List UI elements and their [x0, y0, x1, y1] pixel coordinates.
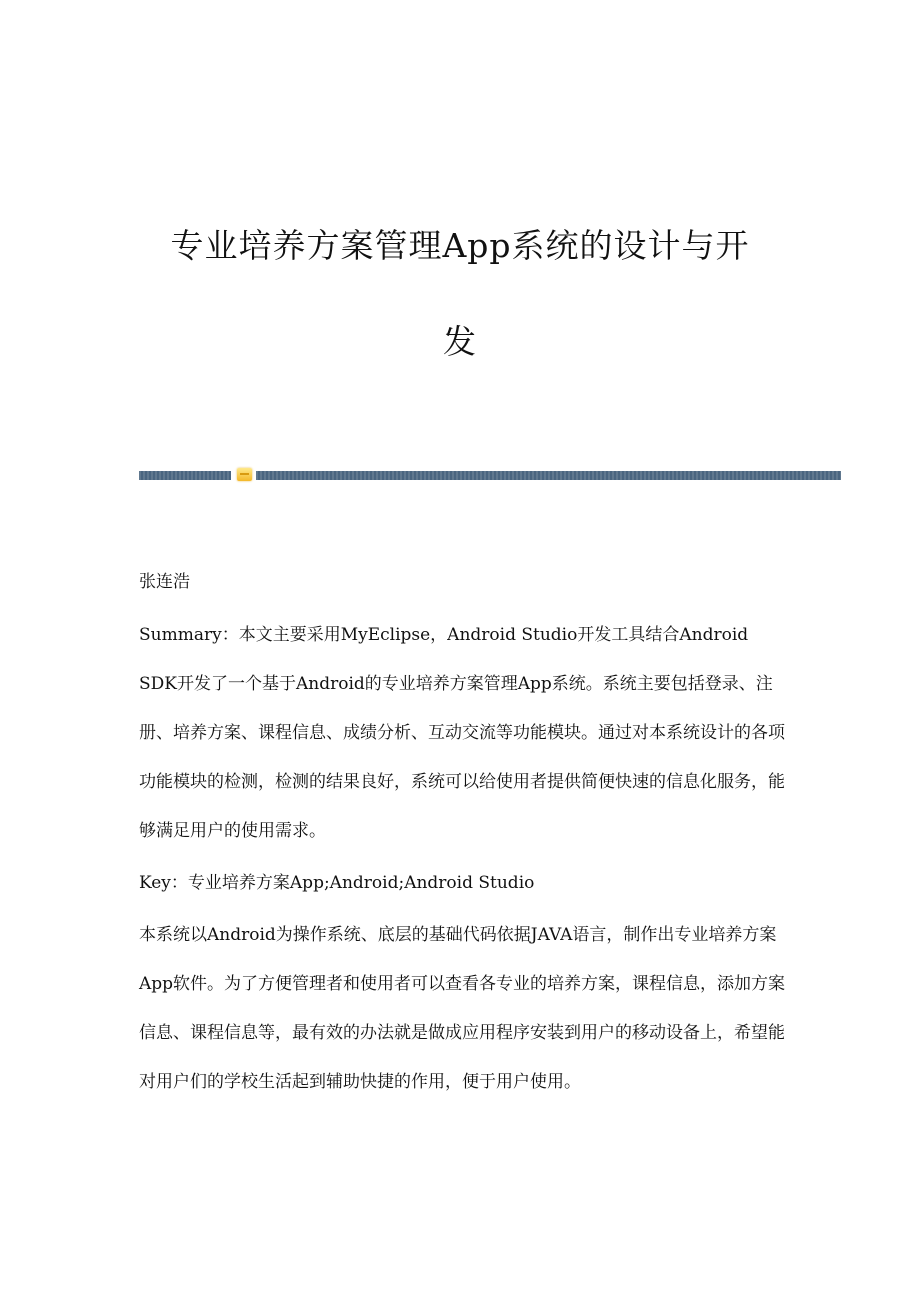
body-paragraph: 本系统以Android为操作系统、底层的基础代码依据JAVA语言，制作出专业培养方案App软件。为了方便管理者和使用者可以查看各专业的培养方案，课程信息，添加方案信息、课程信息等，最有效的办法就是做成应用程序安装到用户的移动设备上，希望能对用户们的学校生活起到辅助快捷的作用，便于用户使用。: [139, 925, 786, 1092]
summary-paragraph: Summary：本文主要采用MyEclipse，Android Studio开发工具结合Android SDK开发了一个基于Android的专业培养方案管理App系统。系统主要包括登录、注册、培养方案、课程信息、成绩分析、互动交流等功能模块。通过对本系统设计的各项功能模块的检测，检测的结果良好，系统可以给使用者提供简便快速的信息化服务，能够满足用户的使用需求。: [139, 625, 785, 841]
divider-bar-left: [139, 471, 231, 480]
document-title-line-1: 专业培养方案管理App系统的设计与开: [170, 226, 750, 265]
envelope-ornament-icon: [237, 468, 252, 481]
author-name: 张连浩: [139, 572, 190, 592]
divider-bar-right: [256, 471, 841, 480]
document-title-line-2: 发: [443, 322, 477, 361]
title-divider: [139, 471, 841, 480]
keywords-line: Key：专业培养方案App;Android;Android Studio: [139, 873, 535, 893]
